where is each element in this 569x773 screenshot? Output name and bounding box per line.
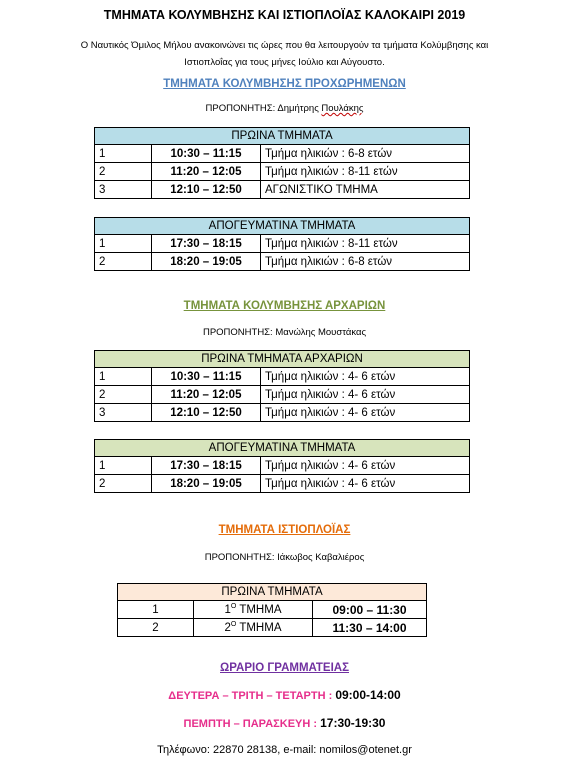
- sailing-morning-table: [117, 583, 427, 637]
- coach-sailing: ΠΡΟΠΟΝΗΤΗΣ: Ιάκωβος Καβαλιέρος: [204, 552, 365, 563]
- row-description: Τμήμα ηλικιών : 8-11 ετών: [261, 163, 470, 181]
- page-title: ΤΜΗΜΑΤΑ ΚΟΛΥΜΒΗΣΗΣ ΚΑΙ ΙΣΤΙΟΠΛΟΪΑΣ ΚΑΛΟΚΑΙΡΙ 2019: [103, 8, 466, 22]
- row-time: 11:30 – 14:00: [313, 619, 427, 637]
- row-group: $1^O$ ΤΜΗΜΑ: [194, 601, 313, 619]
- table-row: [95, 253, 470, 271]
- row-number: 3: [95, 404, 152, 422]
- row-description: Τμήμα ηλικιών : 4- 6 ετών: [261, 368, 470, 386]
- table-row: [118, 601, 427, 619]
- row-time: 11:20 – 12:05: [152, 386, 261, 404]
- row-description: Τμήμα ηλικιών : 4- 6 ετών: [261, 404, 470, 422]
- table-header: ΑΠΟΓΕΥΜΑΤΙΝΑ ΤΜΗΜΑΤΑ: [95, 218, 470, 235]
- row-number: 1: [118, 601, 194, 619]
- row-description: Τμήμα ηλικιών : 8-11 ετών: [261, 235, 470, 253]
- row-description: Τμήμα ηλικιών : 4- 6 ετών: [261, 386, 470, 404]
- advanced-morning-table: [94, 127, 470, 199]
- office-hours-line-1: [0, 688, 569, 702]
- table-row: [95, 181, 470, 199]
- table-row: [95, 386, 470, 404]
- office-days-1: ΔΕΥΤΕΡΑ – ΤΡΙΤΗ – ΤΕΤΑΡΤΗ :: [168, 690, 336, 702]
- row-number: 1: [95, 145, 152, 163]
- row-number: 2: [95, 163, 152, 181]
- office-time-1: 09:00-14:00: [335, 688, 401, 702]
- table-row: [118, 619, 427, 637]
- row-number: 2: [95, 386, 152, 404]
- row-time: 10:30 – 11:15: [152, 368, 261, 386]
- advanced-afternoon-table: [94, 217, 470, 271]
- row-description: Τμήμα ηλικιών : 6-8 ετών: [261, 253, 470, 271]
- table-row: [95, 235, 470, 253]
- row-number: 1: [95, 235, 152, 253]
- office-time-2: 17:30-19:30: [320, 716, 386, 730]
- row-number: 2: [95, 253, 152, 271]
- row-number: 2: [118, 619, 194, 637]
- table-header: ΠΡΩΙΝΑ ΤΜΗΜΑΤΑ: [95, 128, 470, 145]
- table-row: [95, 368, 470, 386]
- row-time: 17:30 – 18:15: [152, 457, 261, 475]
- table-row: [95, 457, 470, 475]
- table-header: ΠΡΩΙΝΑ ΤΜΗΜΑΤΑ ΑΡΧΑΡΙΩΝ: [95, 351, 470, 368]
- row-number: 1: [95, 457, 152, 475]
- coach-first-name: Δημήτρης: [277, 103, 322, 114]
- section-heading-sailing: ΤΜΗΜΑΤΑ ΙΣΤΙΟΠΛΟΪΑΣ: [218, 524, 351, 536]
- table-header: ΑΠΟΓΕΥΜΑΤΙΝΑ ΤΜΗΜΑΤΑ: [95, 440, 470, 457]
- intro-text: [0, 37, 569, 71]
- table-header: ΠΡΩΙΝΑ ΤΜΗΜΑΤΑ: [118, 584, 427, 601]
- office-hours-line-2: [0, 716, 569, 730]
- row-description: Τμήμα ηλικιών : 4- 6 ετών: [261, 475, 470, 493]
- contact-info: Τηλέφωνο: 22870 28138, e-mail: nomilos@otenet.gr: [157, 744, 412, 756]
- coach-beginners: ΠΡΟΠΟΝΗΤΗΣ: Μανώλης Μουστάκας: [202, 327, 367, 338]
- beginners-morning-table: [94, 350, 470, 422]
- coach-advanced: [0, 103, 569, 114]
- row-description: Τμήμα ηλικιών : 6-8 ετών: [261, 145, 470, 163]
- row-time: 18:20 – 19:05: [152, 253, 261, 271]
- row-time: 18:20 – 19:05: [152, 475, 261, 493]
- table-row: [95, 163, 470, 181]
- beginners-afternoon-table: [94, 439, 470, 493]
- table-row: [95, 145, 470, 163]
- row-time: 12:10 – 12:50: [152, 404, 261, 422]
- row-time: 09:00 – 11:30: [313, 601, 427, 619]
- row-number: 2: [95, 475, 152, 493]
- row-time: 10:30 – 11:15: [152, 145, 261, 163]
- section-heading-beginners: ΤΜΗΜΑΤΑ ΚΟΛΥΜΒΗΣΗΣ ΑΡΧΑΡΙΩΝ: [183, 300, 386, 312]
- office-days-2: ΠΕΜΠΤΗ – ΠΑΡΑΣΚΕΥΗ :: [183, 718, 321, 730]
- coach-last-name: Πουλάκης: [321, 103, 364, 114]
- table-row: [95, 475, 470, 493]
- row-time: 11:20 – 12:05: [152, 163, 261, 181]
- row-group: $2^O$ ΤΜΗΜΑ: [194, 619, 313, 637]
- row-number: 3: [95, 181, 152, 199]
- row-time: 12:10 – 12:50: [152, 181, 261, 199]
- intro-line-1: Ο Ναυτικός Όμιλος Μήλου ανακοινώνει τις ώρες που θα λειτουργούν τα τμήματα Κολύμβησης και: [80, 40, 489, 51]
- section-heading-advanced: ΤΜΗΜΑΤΑ ΚΟΛΥΜΒΗΣΗΣ ΠΡΟΧΩΡΗΜΕΝΩΝ: [163, 78, 406, 90]
- row-description: Τμήμα ηλικιών : 4- 6 ετών: [261, 457, 470, 475]
- row-description: ΑΓΩΝΙΣΤΙΚΟ ΤΜΗΜΑ: [261, 181, 470, 199]
- table-row: [95, 404, 470, 422]
- row-number: 1: [95, 368, 152, 386]
- section-heading-office-hours: ΩΡΑΡΙΟ ΓΡΑΜΜΑΤΕΙΑΣ: [220, 662, 349, 674]
- coach-label: ΠΡΟΠΟΝΗΤΗΣ:: [205, 103, 278, 114]
- intro-line-2: Ιστιοπλοΐας για τους μήνες Ιούλιο και Αύγουστο.: [184, 57, 385, 68]
- row-time: 17:30 – 18:15: [152, 235, 261, 253]
